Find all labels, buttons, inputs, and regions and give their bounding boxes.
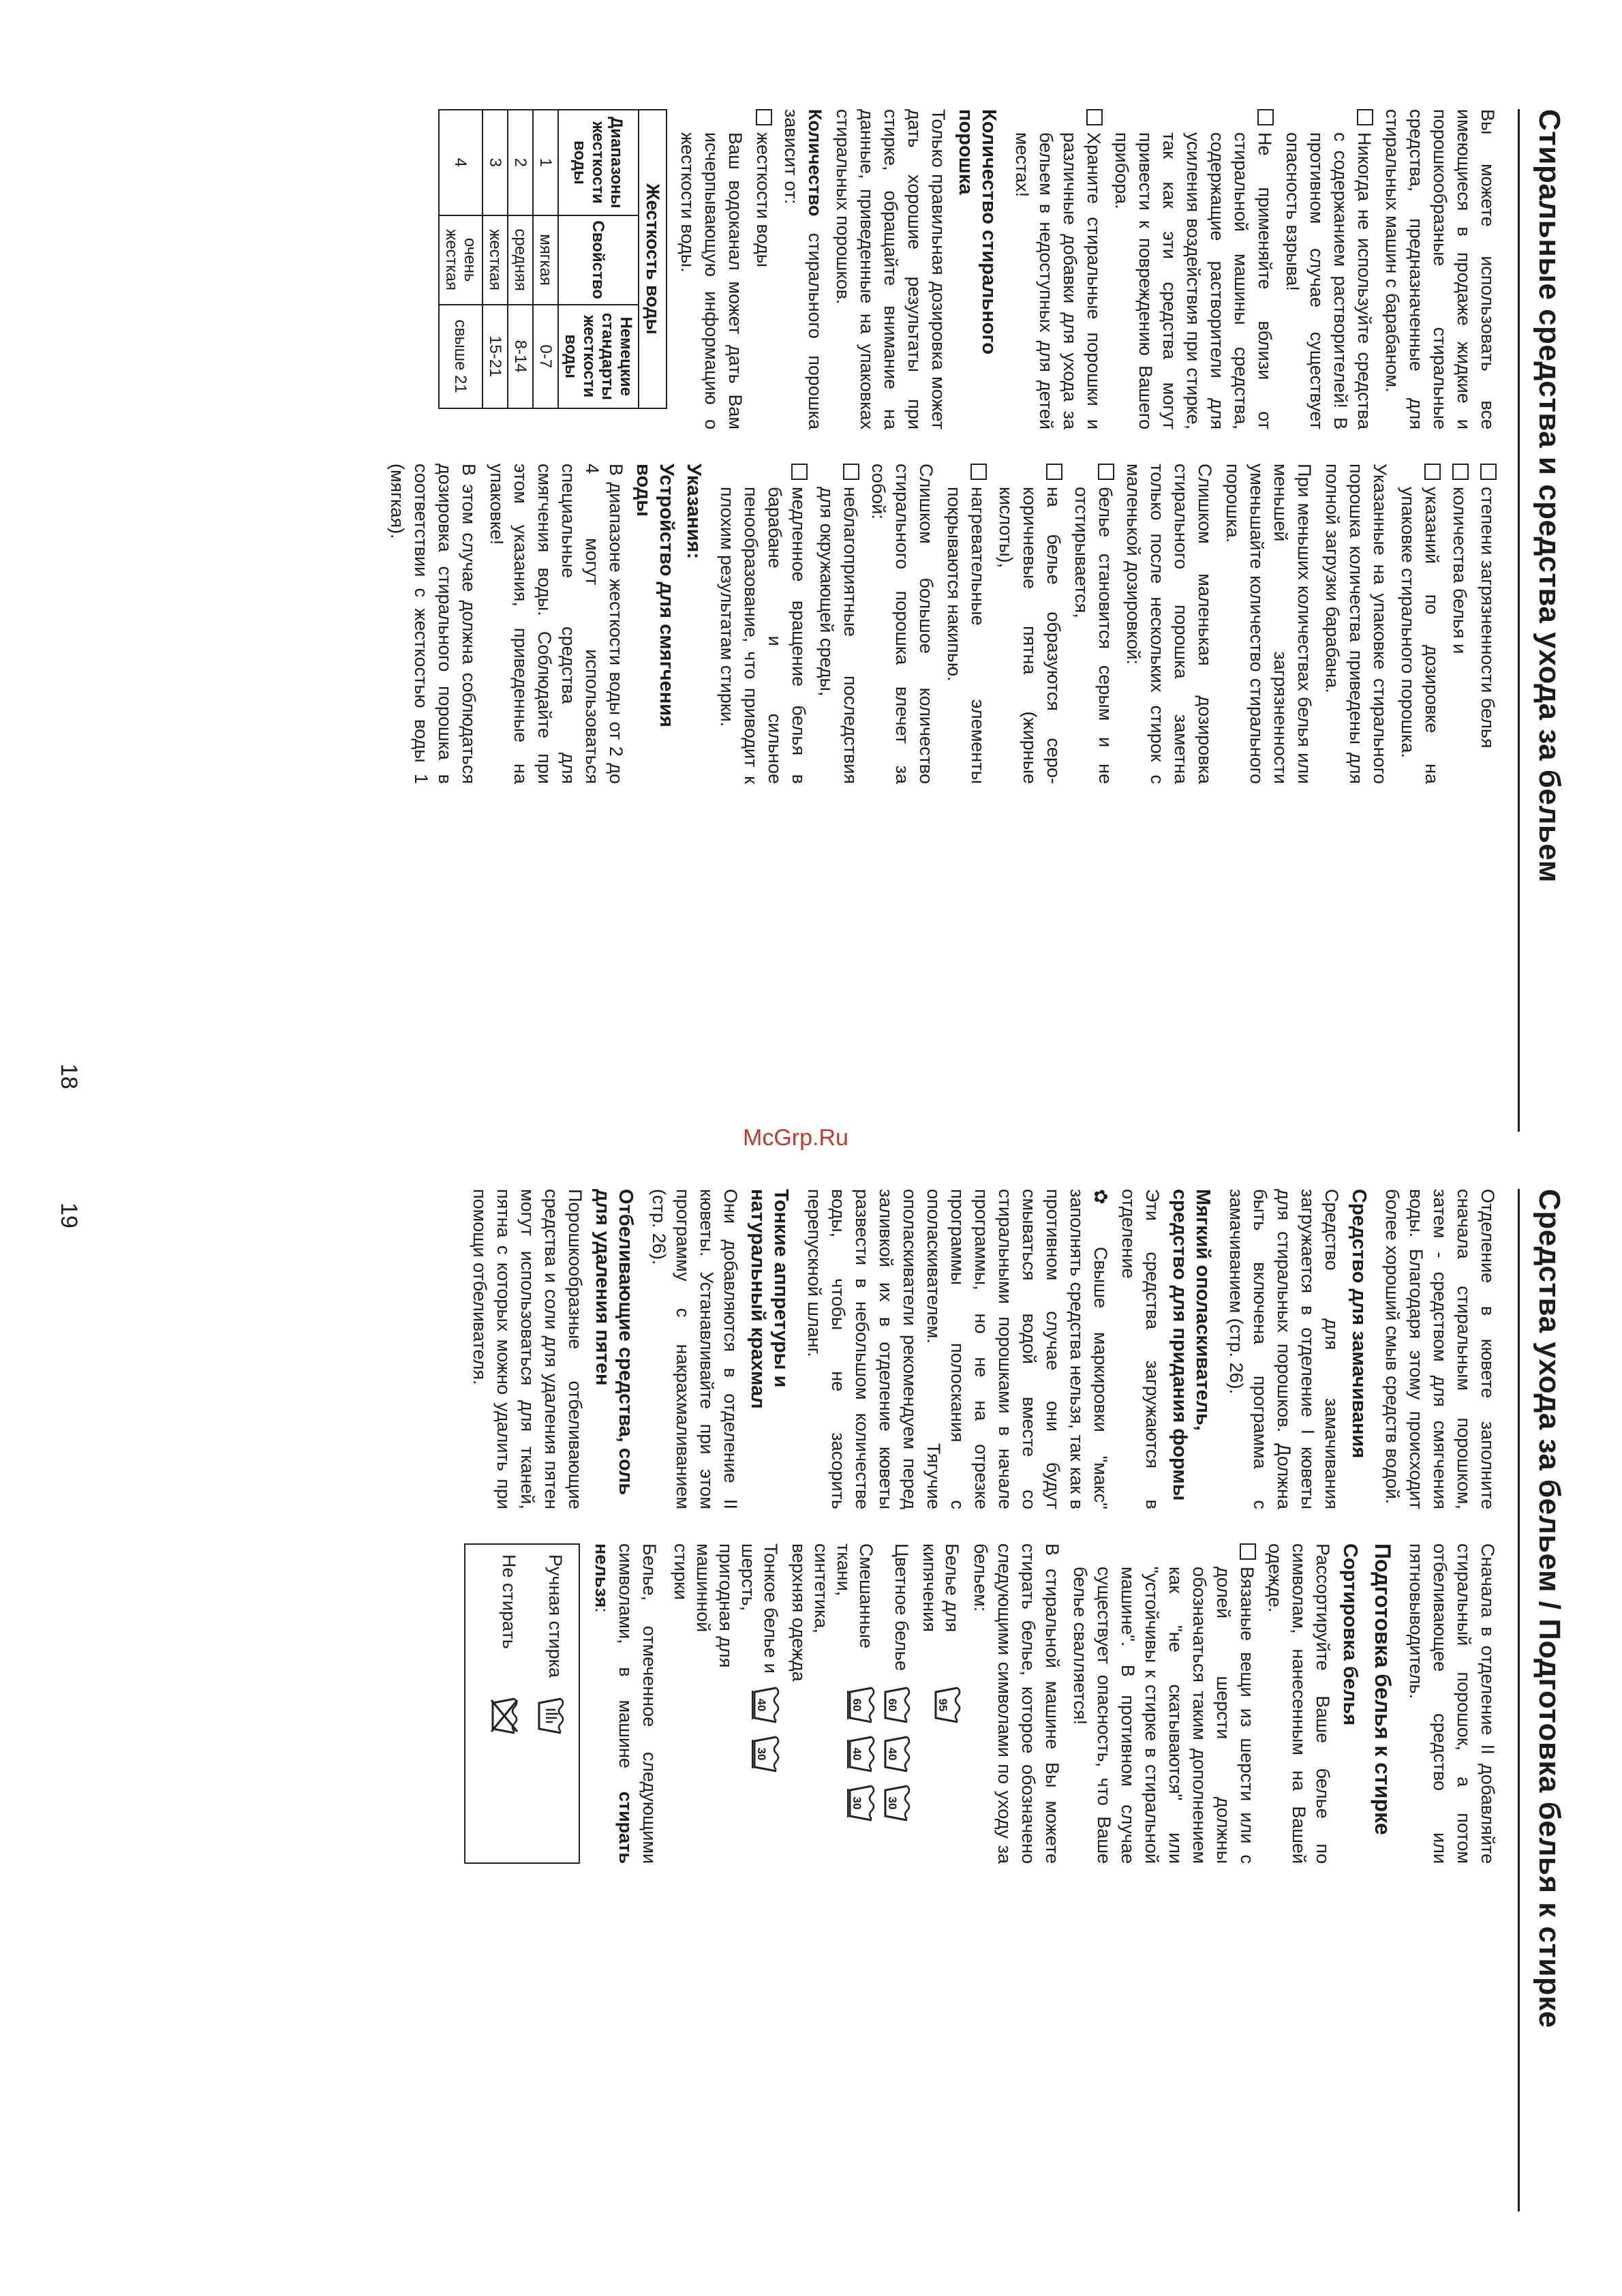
intro-text: Вы можете использовать все имеющиеся в продаже жидкие и порошкообразные стиральные средства, предназначенные для стиральных машин с барабаном. [1382, 109, 1498, 429]
checkbox-icon [791, 464, 808, 480]
table-cell: 1 [533, 110, 558, 215]
bullet-item: белье становится серым и не отстирывается, [1069, 464, 1117, 784]
care-symbol-row [536, 1554, 566, 1853]
bullet-item: Храните стиральные порошки и различные добавки для ухода за бельем в недоступных для детей местах! [1010, 109, 1105, 429]
care-symbol-row [787, 1543, 877, 1864]
table-header: Свойство [558, 215, 639, 305]
softener-text: В диапазоне жесткости воды от 2 до 4 могут использоваться специальные средства для смягчения воды. Соблюдайте при этом указания, приведенные на упаковке! [487, 464, 626, 784]
section-heading: Устройство для смягчения воды [632, 464, 677, 727]
no-wash-text: Белье, отмеченное следующими символами, в машине стирать нельзя: [592, 1543, 660, 1864]
checkbox-icon [756, 109, 772, 125]
bullet-item: Вязаные вещи из шерсти или с долей шерсти должны обозначаться таким дополнением как "не скатываются" или "устойчивы к стирке в стиральной машине". В противном случае существует опасность, что Ваше белье свалляется! [1068, 1543, 1259, 1864]
right-column-1 [463, 1189, 1499, 1509]
table-row [439, 110, 483, 408]
bullet-item: медленное вращение белья в барабане и сильное пенообразование, что приводит к плохим результатам стирки. [715, 464, 810, 784]
wash-tub-icon: 60 [883, 1687, 913, 1723]
hand-wash-icon [536, 1697, 566, 1734]
page-title: Средства ухода за бельем / Подготовка белья к стирке [1533, 1189, 1566, 2028]
section-heading: Сортировка белья [1339, 1543, 1361, 1726]
page-number: 18 [56, 1063, 82, 1089]
table-cell: мягкая [533, 215, 558, 305]
title-rule [1518, 1189, 1520, 2211]
checkbox-icon [843, 464, 859, 480]
bullet-item: жесткости воды [751, 109, 775, 429]
care-symbol-label: Смешанные ткани, синтетика, верхняя одежда [789, 1543, 876, 1682]
bullet-item: на белье образуются серо-коричневые пятна (жирные кислоты), [994, 464, 1065, 784]
table-cell: 2 [508, 110, 533, 215]
page-title: Стиральные средства и средства ухода за бельем [1533, 109, 1566, 883]
checkbox-icon [1098, 464, 1114, 480]
table-cell: очень жесткая [439, 215, 483, 305]
table-cell: 0-7 [533, 305, 558, 408]
hardness-note: Ваш водоканал может дать Вам исчерпывающую информацию о жесткости воды. [677, 132, 746, 429]
care-symbol-label: Цветное белье [891, 1543, 912, 1672]
checkbox-icon [1257, 109, 1274, 125]
do-not-wash-icon [490, 1697, 520, 1734]
page-number: 19 [56, 1203, 82, 1228]
table-header: Диапазоны жесткости воды [558, 110, 639, 215]
section-heading: Отбеливающие средства, соль для удаления пятен [592, 1189, 637, 1496]
table-cell: 15-21 [483, 305, 508, 408]
left-column-2 [381, 464, 1499, 784]
checkbox-icon [970, 464, 987, 480]
right-column-2 [464, 1543, 1499, 1864]
care-symbol-row [490, 1554, 520, 1853]
section-heading: Подготовка белья к стирке [1371, 1543, 1395, 1835]
table-row [533, 110, 558, 408]
care-symbol-label: Не стирать [499, 1554, 519, 1649]
table-cell: средняя [508, 215, 533, 305]
care-symbol-label: Тонкое белье и шерсть, пригодная для машинной стирки [671, 1543, 781, 1674]
starch-text: Они добавляются в отделение II кюветы. Устанавливайте при этом программу с накрахмаливанием (стр. 26). [649, 1189, 741, 1509]
wash-tub-icon: 60 [847, 1687, 877, 1723]
wash-tub-icon: 30 [847, 1785, 877, 1822]
care-symbol-row [669, 1543, 782, 1864]
care-symbol-row [918, 1543, 963, 1864]
section-heading: Количество стирального порошка [955, 109, 1000, 354]
checkbox-icon [1424, 464, 1441, 480]
soak-text: Средство для замачивания загружается в отделение I кюветы для стиральных порошков. Должна быть включена программа с замачиванием (стр. 26). [1226, 1189, 1342, 1509]
watermark: McGrp.Ru [743, 1125, 848, 1151]
dosage-text: Только правильная дозировка может дать хорошие результаты при стирке, обращайте внимание на данные, приведенные на упаковках стиральных порошков. [833, 109, 949, 429]
table-cell: жесткая [483, 215, 508, 305]
no-wash-box [464, 1543, 580, 1864]
wash-tub-icon: 40 [847, 1736, 877, 1772]
table-cell: 8-14 [508, 305, 533, 408]
machine-text: В стиральной машине Вы можете стирать белье, которое обозначено следующими символами по уходу за бельем: [970, 1543, 1062, 1864]
table-cell: 4 [439, 110, 483, 215]
table-header: Немецкие стандарты жесткости воды [558, 305, 639, 408]
flower-icon: ✿ [1090, 1189, 1111, 1224]
intro-text: Сначала в отделение II добавляйте стиральный порошок, а потом отбеливающее средство или пятновыводитель. [1406, 1543, 1498, 1864]
rinse-text: ✿ Свыше маркировки "макс" заполнять средства нельзя, так как в противном случае они будут смываться водой вместе со стиральными порошками в начале программы, но не на отрезке программы полоскания с ополаскивателем. Тягучие ополаскиватели рекомендуем перед заливкой их в отделение кюветы развести в небольшом количестве воды, чтобы не засорить перепускной шланг. [804, 1189, 1111, 1509]
bleach-text: Порошкообразные отбеливающие средства и соли для удаления пятен могут использоваться для тканей, пятна с которых можно удалить при помощи отбеливателя. [470, 1189, 585, 1509]
wash-tub-icon: 95 [933, 1687, 963, 1723]
table-cell: свыше 21 [439, 305, 483, 408]
paragraph: Слишком большое количество стирального порошка влечет за собой: [868, 464, 936, 784]
paragraph: Указанные на упаковке стирального порошка количества приведены для полной загрузки барабана. [1322, 464, 1390, 784]
paragraph: При меньших количествах белья или меньшей загрязненности уменьшайте количество стирального порошка. [1223, 464, 1315, 784]
left-column-1 [438, 109, 1499, 429]
intro-text: Отделение в кювете заполните сначала стиральным порошком, затем - средством для смягчения воды. Благодаря этому происходит более хороший смыв средств водой. [1382, 1189, 1498, 1509]
paragraph: Слишком маленькая дозировка стирального порошка заметна только после нескольких стирок с маленькой дозировкой: [1123, 464, 1215, 784]
checkbox-icon [1086, 109, 1103, 125]
title-rule [1518, 109, 1520, 1132]
bullet-item: Никогда не используйте средства с содержанием растворителей! В противном случае существует опасность взрыва! [1281, 109, 1376, 429]
table-row [483, 110, 508, 408]
checkbox-icon [1240, 1543, 1256, 1560]
care-symbol-row [883, 1543, 913, 1864]
bullet-item: нагревательные элементы покрываются накипью. [942, 464, 990, 784]
section-heading: Средство для замачивания [1348, 1189, 1370, 1459]
care-symbol-label: Ручная стирка [545, 1554, 566, 1678]
bullet-item: количества белья и [1448, 464, 1471, 784]
softener-text: В этом случае должна соблюдаться дозировка стирального порошка в соответствии с жесткостью воды 1 (мягкая). [387, 464, 479, 784]
sort-text: Рассортируйте Ваше белье по символам, нанесенным на Вашей одежде. [1265, 1543, 1333, 1864]
table-cell: 3 [483, 110, 508, 215]
wash-tub-icon: 40 [883, 1736, 913, 1772]
bullet-item: неблагоприятные последствия для окружающей среды, [814, 464, 862, 784]
page-19 [0, 1148, 1622, 2296]
section-heading: Мягкий ополаскиватель, средство для придания формы [1169, 1189, 1214, 1501]
checkbox-icon [1480, 464, 1497, 480]
checkbox-icon [1357, 109, 1373, 125]
checkbox-icon [1452, 464, 1469, 480]
water-hardness-table [438, 109, 667, 409]
section-heading: Указания: [683, 464, 705, 560]
amount-text: Количество стирального порошка зависит от: [781, 109, 825, 429]
care-symbol-label: Белье для кипячения [919, 1543, 962, 1633]
bullet-item: Не применяйте вблизи от стиральной машины средства, содержащие растворители для усиления воздействия при стирке, так как эти средства могут привести к повреждению Вашего прибора. [1110, 109, 1276, 429]
rinse-text: Эти средства загружаются в отделение [1118, 1189, 1163, 1509]
table-row [508, 110, 533, 408]
wash-tub-icon: 40 [752, 1687, 782, 1723]
wash-tub-icon: 30 [883, 1785, 913, 1822]
section-heading: Тонкие аппретуры и натуральный крахмал [747, 1189, 792, 1409]
table-caption: Жесткость воды [639, 109, 667, 409]
bullet-item: указаний по дозировке на упаковке стирального порошка. [1396, 464, 1443, 784]
bullet-item: степени загрязненности белья [1475, 464, 1499, 784]
wash-tub-icon: 30 [752, 1736, 782, 1772]
checkbox-icon [1046, 464, 1062, 480]
